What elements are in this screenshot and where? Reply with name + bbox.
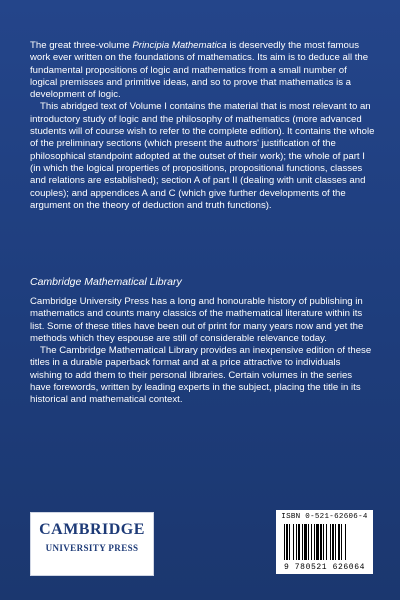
- barcode-panel: [276, 510, 373, 574]
- publisher-logo-name: CAMBRIDGE: [39, 521, 145, 538]
- description-text-end: is deservedly the most famous work ever written on the foundations of mathematics. Its aim is to deduce all the fundamental propositions of logic and mathematics from a small number of logical premisses and primitive ideas, and so to prove that mathematics is a development of logic.: [30, 40, 369, 101]
- description-text-start: The great three-volume: [30, 40, 133, 51]
- description-paragraph-1: [30, 40, 375, 101]
- isbn-label: ISBN 0-521-62606-4: [281, 513, 368, 521]
- book-description: [30, 40, 375, 212]
- barcode-graphic: [284, 524, 366, 560]
- series-paragraph-2: The Cambridge Mathematical Library provides an inexpensive edition of these titles in a durable paperback format and at a price attractive to individuals wishing to add them to their personal libraries. Certain volumes in the series have forewords, written by leading experts in the subject, placing the title in its historical and mathematical context.: [30, 345, 372, 406]
- publisher-logo-subtitle: UNIVERSITY PRESS: [45, 543, 139, 553]
- series-title: Cambridge Mathematical Library: [30, 276, 182, 288]
- description-paragraph-2: This abridged text of Volume I contains the material that is most relevant to an introductory study of logic and the philosophy of mathematics (more advanced students will of course wish to refer to the complete edition). It contains the whole of the preliminary sections (which present the authors' justification of the philosophical standpoint adopted at the outset of their work); the whole of part I (in which the logical properties of propositions, propositional functions, classes and relations are established); section A of part II (dealing with unit classes and couples); and appendices A and C (which give further developments of the argument on the theory of deduction and truth functions).: [30, 101, 375, 211]
- series-description: [30, 296, 375, 407]
- barcode-number: 9 780521 626064: [283, 563, 365, 572]
- publisher-logo: [30, 512, 154, 576]
- book-title: Principia Mathematica: [132, 40, 227, 51]
- series-paragraph-1: Cambridge University Press has a long and honourable history of publishing in mathematics and counts many classics of the mathematical literature within its list. Some of these titles have been out of print for many years now and yet the methods which they espouse are still of considerable relevance today.: [30, 296, 364, 344]
